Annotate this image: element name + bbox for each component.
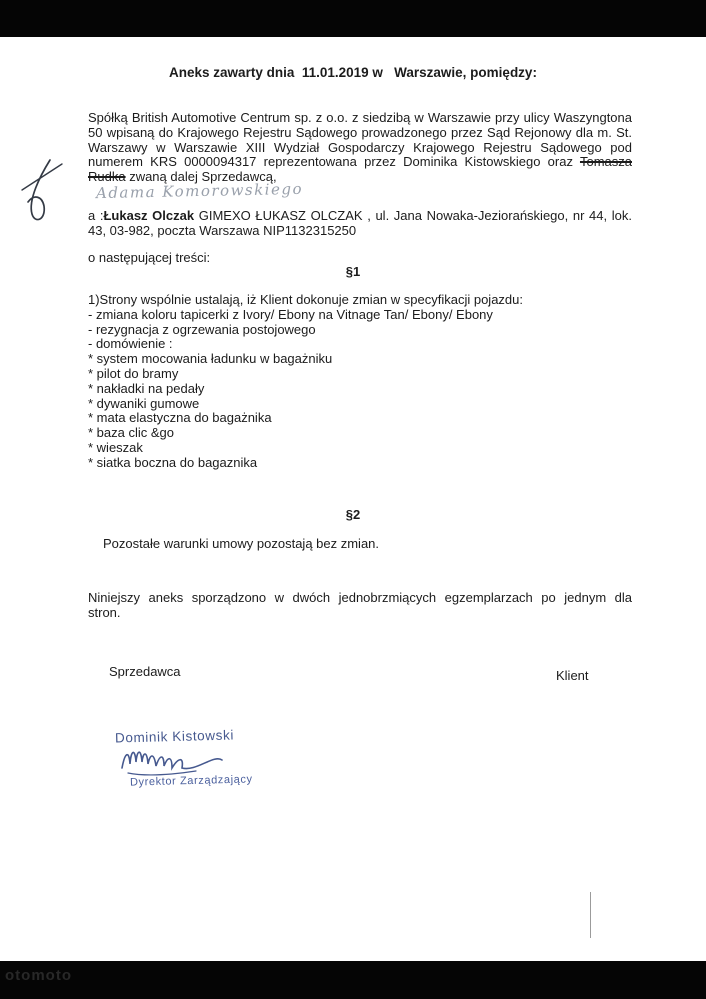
buyer-paragraph [88,209,632,239]
spec-change-item: * wieszak [88,439,143,455]
section2-heading: §2 [345,507,361,522]
closing-paragraph: Niniejszy aneks sporządzono w dwóch jednobrzmiących egzemplarzach po jednym dla stron. [88,590,632,620]
spec-change-item: * dywaniki gumowe [88,395,200,411]
spec-change-item: - domówienie : [88,336,173,352]
spec-change-item: * pilot do bramy [88,365,179,381]
seller-text-before: Spółką British Automotive Centrum sp. z o.o. z siedzibą w Warszawie przy ulicy Waszyngtona 50 wpisaną do Krajowego Rejestru Sądowego prowadzonego przez Sąd Rejonowy dla m. St. Warszawy w Warszawie XIII Wydział Gospodarczy Krajowego Rejestru Sądowego pod numerem KRS 0000094317 reprezentowana przez Dominika Kistowskiego oraz [88,110,632,170]
signer-name: Dominik Kistowski [114,727,235,746]
specification-changes-list [88,293,648,471]
signer-title: Dyrektor Zarządzający [129,773,253,789]
document-title: Aneks zawarty dnia 11.01.2019 w Warszawie, pomiędzy: [169,65,537,80]
handwritten-correction: Adama Komorowskiego [95,179,304,203]
spec-change-item: * baza clic &go [88,425,174,441]
buyer-details: GIMEXO ŁUKASZ OLCZAK , ul. Jana Nowaka-Jeziorańskiego, nr 44, lok. 43, 03-982, poczta Warszawa NIP1132315250 [88,208,632,238]
seller-text-after: zwaną dalej Sprzedawcą, [125,169,277,185]
scan-artifact-line [590,892,591,938]
spec-change-item: - rezygnacja z ogrzewania postojowego [88,321,316,337]
struck-name: Tomasza Rudka [88,154,632,185]
watermark: otomoto [5,967,72,984]
scan-edge-bottom [0,961,706,999]
section1-heading: §1 [345,264,361,279]
spec-change-item: * nakładki na pedały [88,380,205,396]
buyer-prefix: a : [88,208,104,223]
section2-body: Pozostałe warunki umowy pozostają bez zmian. [103,536,380,551]
seller-signature-label: Sprzedawca [109,664,181,679]
spec-change-item: - zmiana koloru tapicerki z Ivory/ Ebony na Vitnage Tan/ Ebony/ Ebony [88,306,493,322]
section1-lead: 1)Strony wspólnie ustalają, iż Klient dokonuje zmian w specyfikacji pojazdu: [88,292,523,307]
intro-line: o następującej treści: [88,250,211,265]
spec-change-item: * mata elastyczna do bagażnika [88,410,272,426]
seller-paragraph [88,111,632,185]
scan-edge-top [0,0,706,37]
buyer-name: Łukasz Olczak [103,208,195,223]
client-signature-label: Klient [556,668,589,683]
spec-change-item: * siatka boczna do bagaznika [88,454,258,470]
spec-change-item: * system mocowania ładunku w bagażniku [88,351,333,367]
margin-paraph-signature [16,156,68,228]
